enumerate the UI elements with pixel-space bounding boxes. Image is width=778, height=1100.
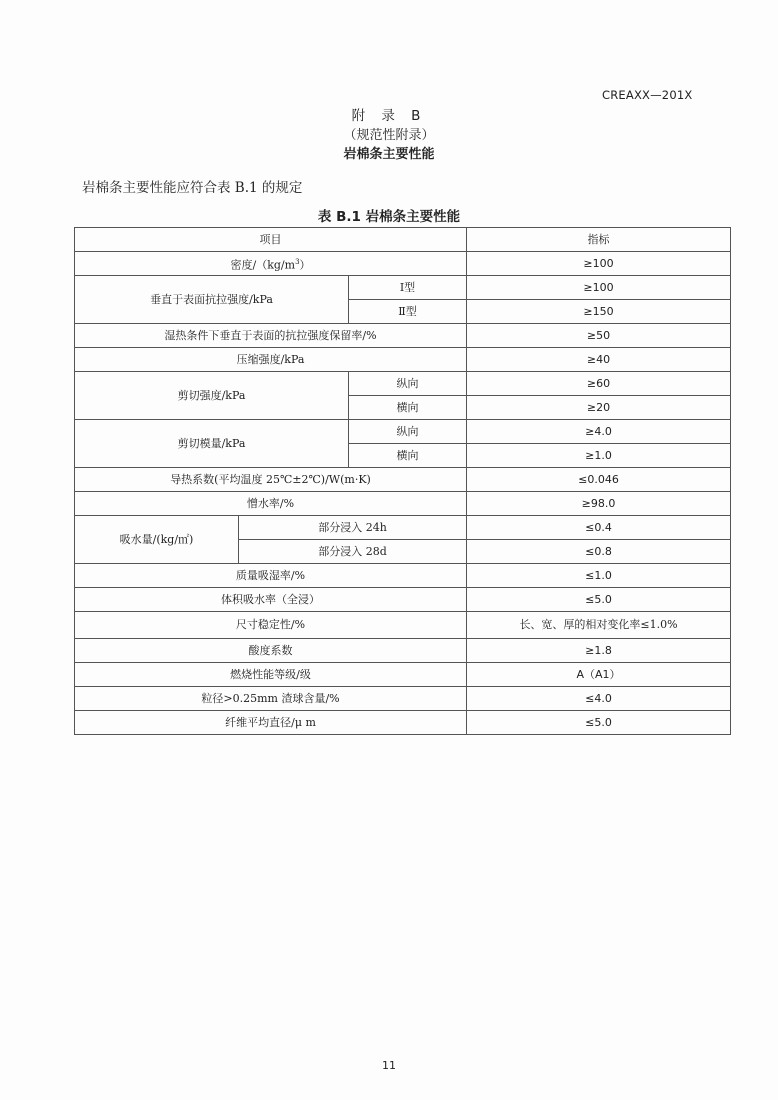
fire-value: A（A1）	[467, 663, 731, 687]
compress-label: 压缩强度/kPa	[75, 348, 467, 372]
modulus-trans-value: ≥1.0	[467, 444, 731, 468]
table-row	[75, 348, 731, 372]
table-row	[75, 276, 731, 300]
appendix-title: 岩棉条主要性能	[343, 147, 435, 162]
table-row	[75, 252, 731, 276]
density-label: 密度$/(kg/m^3)$	[75, 252, 467, 276]
fiber-value: ≤5.0	[467, 711, 731, 735]
fire-label: 燃烧性能等级/级	[75, 663, 467, 687]
table-caption: 表 B.1 岩棉条主要性能	[317, 209, 461, 225]
table-row	[75, 372, 731, 396]
modulus-long-value: ≥4.0	[467, 420, 731, 444]
table-row	[75, 639, 731, 663]
shear-long-value: ≥60	[467, 372, 731, 396]
table-row	[75, 564, 731, 588]
shot-value: ≤4.0	[467, 687, 731, 711]
table-header-row	[75, 228, 731, 252]
hygro-label: 湿热条件下垂直于表面的抗拉强度保留率/%	[75, 324, 467, 348]
shear-trans: 横向	[349, 396, 467, 420]
tensile-label: 垂直于表面抗拉强度/kPa	[75, 276, 349, 324]
intro-paragraph: 岩棉条主要性能应符合表 B.1 的规定	[82, 180, 303, 196]
moisture-value: ≤1.0	[467, 564, 731, 588]
modulus-long: 纵向	[349, 420, 467, 444]
table-row	[75, 663, 731, 687]
dimension-value: 长、宽、厚的相对变化率≤1.0%	[467, 612, 731, 639]
volume-label: 体积吸水率（全浸）	[75, 588, 467, 612]
tensile-type2: Ⅱ型	[349, 300, 467, 324]
modulus-trans: 横向	[349, 444, 467, 468]
table-row	[75, 588, 731, 612]
absorb-28d-value: ≤0.8	[467, 540, 731, 564]
table-row	[75, 324, 731, 348]
hygro-value: ≥50	[467, 324, 731, 348]
document-code: CREAXX—201X	[602, 88, 693, 102]
shear-label: 剪切强度/kPa	[75, 372, 349, 420]
conduct-value: ≤0.046	[467, 468, 731, 492]
acidity-value: ≥1.8	[467, 639, 731, 663]
table-row	[75, 468, 731, 492]
tensile-type2-value: ≥150	[467, 300, 731, 324]
density-value: ≥100	[467, 252, 731, 276]
modulus-label: 剪切模量/kPa	[75, 420, 349, 468]
table-row	[75, 711, 731, 735]
moisture-label: 质量吸湿率/%	[75, 564, 467, 588]
table-row	[75, 492, 731, 516]
hydrophobic-label: 憎水率/%	[75, 492, 467, 516]
shear-trans-value: ≥20	[467, 396, 731, 420]
conduct-label: 导热系数(平均温度 25℃±2℃)/W(m·K)	[75, 468, 467, 492]
tensile-type1-value: ≥100	[467, 276, 731, 300]
table-row	[75, 612, 731, 639]
fiber-label: 纤维平均直径/μ m	[75, 711, 467, 735]
dimension-label: 尺寸稳定性/%	[75, 612, 467, 639]
absorb-label: 吸水量/(kg/㎡)	[75, 516, 239, 564]
compress-value: ≥40	[467, 348, 731, 372]
shot-label: 粒径>0.25mm 渣球含量/%	[75, 687, 467, 711]
hydrophobic-value: ≥98.0	[467, 492, 731, 516]
table-row	[75, 687, 731, 711]
acidity-label: 酸度系数	[75, 639, 467, 663]
performance-table	[74, 227, 731, 735]
normative-label: （规范性附录）	[343, 128, 435, 143]
volume-value: ≤5.0	[467, 588, 731, 612]
table-row	[75, 516, 731, 540]
absorb-28d: 部分浸入 28d	[239, 540, 467, 564]
table-row	[75, 420, 731, 444]
absorb-24h: 部分浸入 24h	[239, 516, 467, 540]
header-item: 项目	[75, 228, 467, 252]
shear-long: 纵向	[349, 372, 467, 396]
tensile-type1: Ⅰ型	[349, 276, 467, 300]
appendix-heading: 附 录 B	[351, 108, 427, 124]
absorb-24h-value: ≤0.4	[467, 516, 731, 540]
header-index: 指标	[467, 228, 731, 252]
page-number: 11	[382, 1059, 396, 1072]
